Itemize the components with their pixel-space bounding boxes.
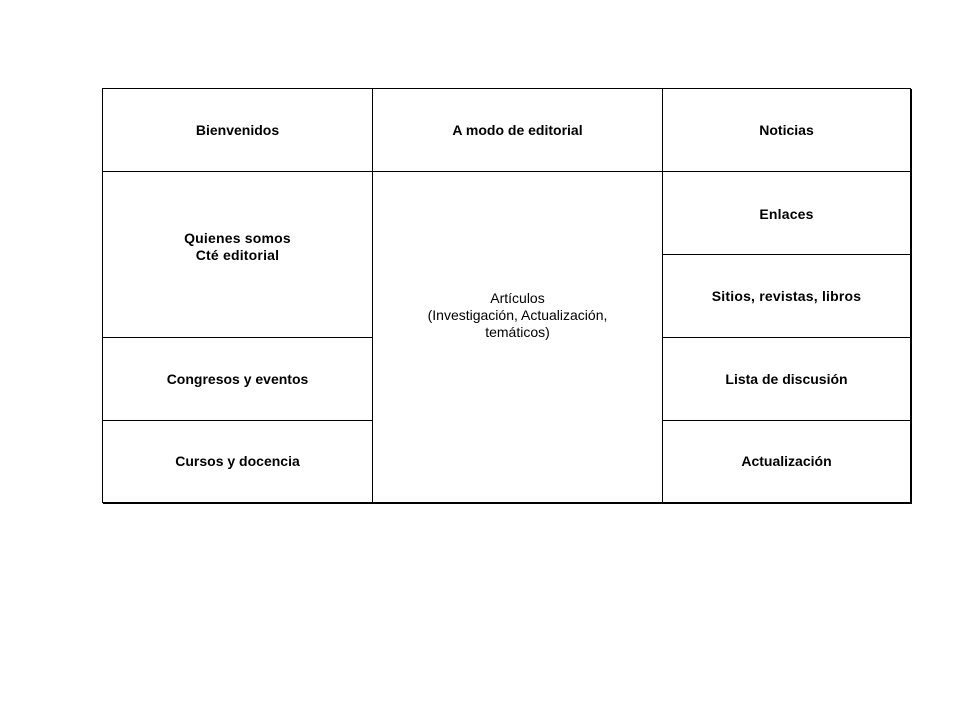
- menu-label-articulos-types: (Investigación, Actualización,: [427, 307, 608, 323]
- menu-cell-sitios-revistas-libros[interactable]: [663, 255, 911, 338]
- navigation-menu-table: [102, 88, 911, 503]
- menu-label-editorial: A modo de editorial: [452, 121, 583, 138]
- menu-cell-articulos[interactable]: [373, 172, 663, 503]
- menu-label-comite-editorial: Cté editorial: [195, 246, 280, 263]
- menu-cell-cursos-docencia[interactable]: [103, 421, 373, 503]
- menu-cell-lista-discusion[interactable]: [663, 338, 911, 421]
- menu-cell-editorial[interactable]: [373, 89, 663, 172]
- menu-label-quienes-somos: Quienes somos: [184, 229, 291, 246]
- menu-label-bienvenidos: Bienvenidos: [195, 121, 280, 138]
- menu-cell-actualizacion[interactable]: [663, 421, 911, 503]
- menu-cell-quienes-somos[interactable]: [103, 172, 373, 338]
- menu-label-enlaces: Enlaces: [759, 205, 814, 222]
- menu-cell-congresos-eventos[interactable]: [103, 338, 373, 421]
- menu-label-lista-discusion: Lista de discusión: [725, 370, 848, 387]
- menu-cell-noticias[interactable]: [663, 89, 911, 172]
- menu-cell-bienvenidos[interactable]: [103, 89, 373, 172]
- menu-label-cursos-docencia: Cursos y docencia: [175, 453, 300, 469]
- menu-label-articulos-tematicos: temáticos): [485, 324, 550, 340]
- menu-label-actualizacion: Actualización: [741, 453, 832, 469]
- menu-label-articulos: Artículos: [490, 290, 545, 306]
- menu-label-noticias: Noticias: [759, 121, 814, 138]
- menu-label-congresos-eventos: Congresos y eventos: [166, 370, 309, 387]
- menu-cell-enlaces[interactable]: [663, 172, 911, 255]
- menu-label-sitios-revistas-libros: Sitios, revistas, libros: [711, 287, 862, 304]
